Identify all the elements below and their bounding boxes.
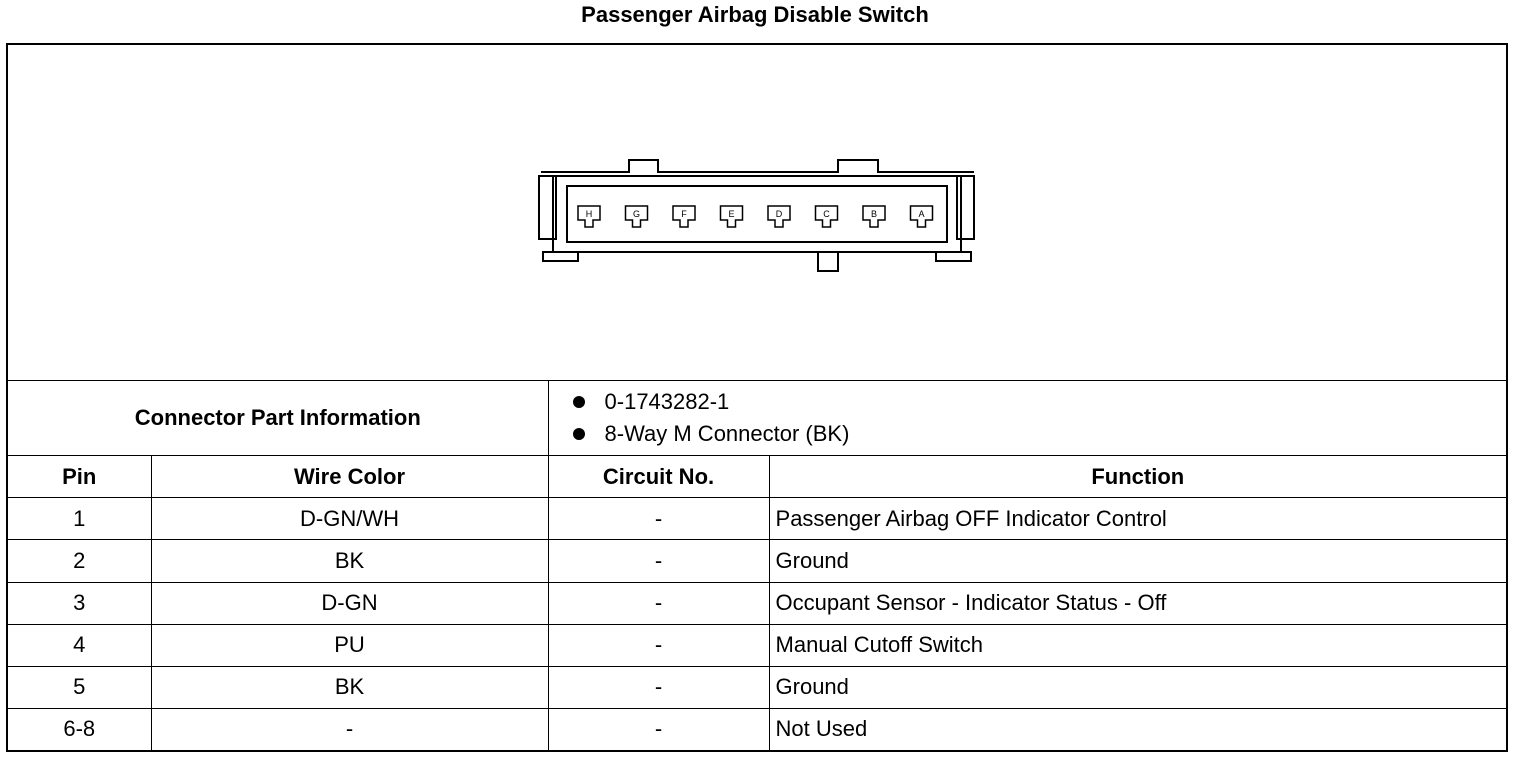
circuit-no-cell: - [548, 498, 769, 540]
connector-right-flange [957, 176, 974, 239]
function-cell: Ground [769, 666, 1506, 708]
function-cell: Ground [769, 540, 1506, 582]
connector-part-info-label: Connector Part Information [8, 381, 548, 456]
circuit-no-cell: - [548, 582, 769, 624]
header-function: Function [769, 456, 1506, 498]
connector-face-diagram [8, 45, 1506, 380]
connector-left-foot [543, 252, 578, 261]
circuit-no-cell: - [548, 666, 769, 708]
connector-description: 8-Way M Connector (BK) [573, 418, 1507, 450]
connector-key [818, 252, 838, 271]
table-header-row [8, 456, 1506, 498]
connector-cavities [578, 206, 933, 227]
connector-top-outline [541, 160, 974, 172]
wire-color-cell: BK [151, 540, 548, 582]
pin-cell: 5 [8, 666, 151, 708]
header-circuit-no: Circuit No. [548, 456, 769, 498]
pin-cell: 1 [8, 498, 151, 540]
wire-color-cell: PU [151, 624, 548, 666]
cavity-label: F [681, 209, 687, 219]
table-row [8, 708, 1506, 750]
cavity-f [673, 206, 695, 227]
function-cell: Not Used [769, 708, 1506, 750]
table-row [8, 582, 1506, 624]
table-row [8, 666, 1506, 708]
cavity-label: D [775, 209, 783, 219]
connector-part-info-values [548, 381, 1506, 456]
table-row [8, 498, 1506, 540]
cavity-label: C [823, 209, 830, 219]
table-row [8, 624, 1506, 666]
cavity-b [863, 206, 885, 227]
cavity-g [626, 206, 648, 227]
pinout-table [8, 381, 1506, 750]
header-pin: Pin [8, 456, 151, 498]
cavity-a [911, 206, 933, 227]
wire-color-cell: - [151, 708, 548, 750]
part-number: 0-1743282-1 [573, 386, 1507, 418]
cavity-label: B [870, 209, 878, 219]
wire-color-cell: D-GN/WH [151, 498, 548, 540]
circuit-no-cell: - [548, 540, 769, 582]
pin-cell: 6-8 [8, 708, 151, 750]
connector-right-foot [936, 252, 971, 261]
circuit-no-cell: - [548, 708, 769, 750]
table-row [8, 540, 1506, 582]
connector-inner-face [567, 186, 947, 242]
circuit-no-cell: - [548, 624, 769, 666]
cavity-d [768, 206, 790, 227]
cavity-c [816, 206, 838, 227]
pin-cell: 2 [8, 540, 151, 582]
page-title: Passenger Airbag Disable Switch [581, 2, 929, 27]
pin-cell: 4 [8, 624, 151, 666]
cavity-e [721, 206, 743, 227]
connector-diagram-area [8, 45, 1506, 381]
connector-info-frame [6, 43, 1508, 752]
cavity-label: H [585, 209, 593, 219]
function-cell: Occupant Sensor - Indicator Status - Off [769, 582, 1506, 624]
pin-cell: 3 [8, 582, 151, 624]
cavity-label: G [632, 209, 641, 219]
cavity-label: A [918, 209, 925, 219]
wire-color-cell: D-GN [151, 582, 548, 624]
cavity-label: E [728, 209, 735, 219]
cavity-h [578, 206, 600, 227]
function-cell: Manual Cutoff Switch [769, 624, 1506, 666]
wire-color-cell: BK [151, 666, 548, 708]
connector-body [553, 176, 961, 252]
header-wire-color: Wire Color [151, 456, 548, 498]
function-cell: Passenger Airbag OFF Indicator Control [769, 498, 1506, 540]
